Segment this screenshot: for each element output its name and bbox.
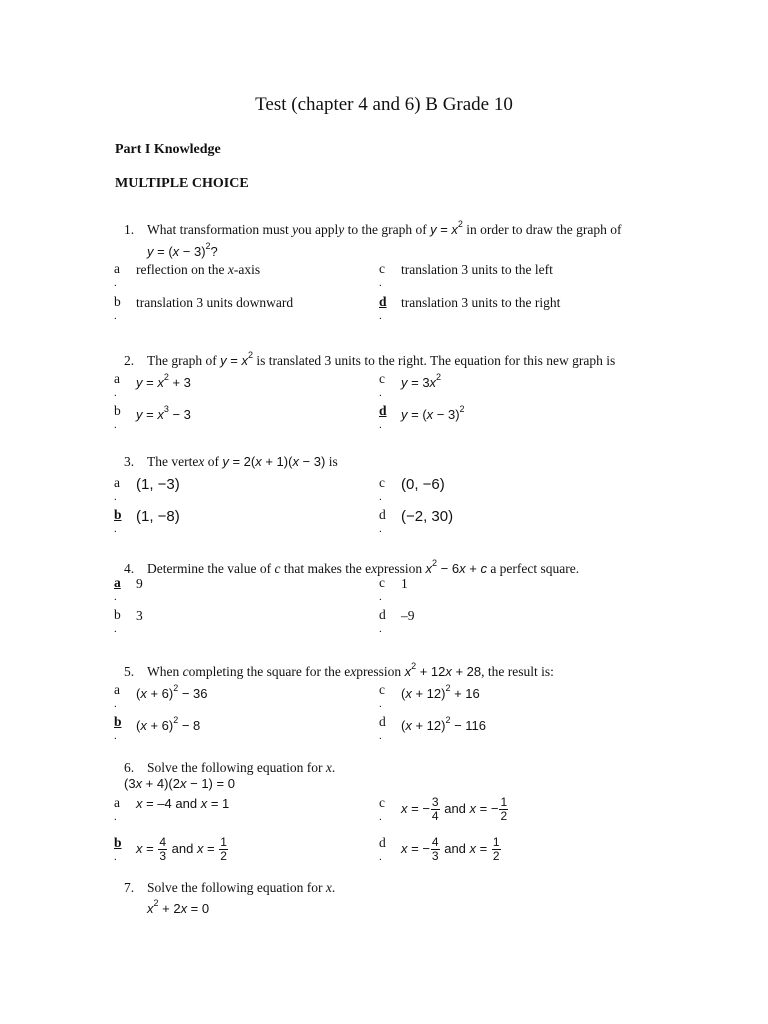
question-stem	[124, 454, 338, 470]
page-title: Test (chapter 4 and 6) B Grade 10	[255, 94, 513, 115]
option-a: x = –4 and x = 1	[136, 796, 230, 811]
question-number: 3.	[124, 454, 135, 469]
question-text: The graph of	[147, 353, 217, 368]
option-label-b: b .	[114, 835, 122, 863]
option-b: $(x + 6)^2 - 8$	[136, 715, 201, 733]
question-expression: $y = x^2$	[430, 219, 463, 237]
option-label-b: b .	[114, 507, 122, 535]
question-expression: $y = x^2$	[220, 350, 253, 368]
option-c: $(x + 12)^2 + 16$	[401, 683, 480, 701]
option-label-b: b .	[114, 607, 121, 635]
question-text: Solve the following equation for x.	[147, 880, 336, 895]
option-b: x = $\frac{4}{3}$ and x = $\frac{1}{2}$	[136, 835, 227, 863]
option-label-d: d .	[379, 294, 387, 322]
option-d: $y = (x - 3)^2$	[401, 404, 465, 422]
question-text: Solve the following equation for x.	[147, 760, 336, 775]
question-number: 2.	[124, 353, 135, 368]
option-c: x = − $\frac{3}{4}$ and x = − $\frac{1}{2}$	[401, 795, 508, 823]
question-number: 5.	[124, 664, 135, 679]
question-text-end: in order to draw the graph of	[462, 222, 622, 237]
option-label-a: a .	[114, 795, 120, 823]
option-c: translation 3 units to the left	[401, 262, 553, 277]
question-number: 4.	[124, 561, 135, 576]
option-label-a: a .	[114, 682, 120, 710]
question-text-end: a perfect square.	[486, 561, 580, 576]
option-d: (−2, 30)	[401, 508, 454, 525]
option-label-c: c .	[379, 475, 385, 503]
option-label-b: b .	[114, 294, 121, 322]
option-b: (1, −8)	[136, 508, 180, 525]
option-label-c: c .	[379, 795, 385, 823]
question-text-end: is	[325, 454, 338, 469]
option-label-d: d .	[379, 403, 387, 431]
option-label-d: d .	[379, 835, 386, 863]
question-expression: $x^2 + 12x + 28$	[404, 661, 482, 679]
option-label-b: b .	[114, 403, 121, 431]
option-label-d: d .	[379, 507, 386, 535]
question-text: When completing the square for the expression	[147, 664, 402, 679]
question-expression-line2: $y = (x - 3)^2$?	[147, 241, 218, 259]
option-label-d: d .	[379, 714, 386, 742]
question-stem	[124, 661, 554, 680]
question-stem	[124, 219, 622, 238]
option-label-a: a .	[114, 475, 120, 503]
question-text: What transformation must you apply to the graph of	[147, 222, 427, 237]
option-label-c: c .	[379, 575, 385, 603]
option-b: 3	[136, 608, 143, 623]
question-number: 7.	[124, 880, 135, 895]
question-stem	[124, 760, 335, 776]
option-label-a: a .	[114, 371, 120, 399]
option-d: $(x + 12)^2 - 116$	[401, 715, 487, 733]
option-c: (0, −6)	[401, 476, 445, 493]
option-c: $y = 3x^2$	[401, 372, 442, 390]
option-a: $(x + 6)^2 - 36$	[136, 683, 208, 701]
option-b: translation 3 units downward	[136, 295, 294, 310]
option-label-a: a .	[114, 261, 120, 289]
option-c: 1	[401, 576, 408, 591]
question-expression: $x^2 - 6x + c$	[425, 558, 487, 576]
option-d: –9	[401, 608, 415, 623]
option-label-d: d .	[379, 607, 386, 635]
option-label-c: c .	[379, 682, 385, 710]
part-heading: Part I Knowledge	[115, 142, 221, 157]
question-number: 1.	[124, 222, 135, 237]
option-a: 9	[136, 576, 143, 591]
question-number: 6.	[124, 760, 135, 775]
option-label-a: a .	[114, 575, 121, 603]
option-d: x = − $\frac{4}{3}$ and x = $\frac{1}{2}$	[401, 835, 500, 863]
option-b: $y = x^3 - 3$	[136, 404, 191, 422]
option-a: $y = x^2 + 3$	[136, 372, 191, 390]
question-stem	[124, 558, 579, 577]
option-a: reflection on the x-axis	[136, 262, 261, 277]
question-text-end: is translated 3 units to the right. The equation for this new graph is	[252, 353, 616, 368]
question-stem	[124, 880, 335, 896]
question-text: The vertex of	[147, 454, 219, 469]
question-text-end: , the result is:	[481, 664, 554, 679]
option-label-c: c .	[379, 261, 385, 289]
option-label-b: b .	[114, 714, 122, 742]
question-equation: (3x + 4)(2x − 1) = 0	[124, 776, 235, 791]
question-text: Determine the value of c that makes the expression	[147, 561, 423, 576]
question-stem	[124, 350, 615, 369]
option-d: translation 3 units to the right	[401, 295, 561, 310]
question-equation: $x^2 + 2x = 0$	[147, 898, 210, 916]
section-heading: MULTIPLE CHOICE	[115, 176, 249, 191]
option-label-c: c .	[379, 371, 385, 399]
question-expression: y = 2(x + 1)(x − 3)	[222, 454, 326, 469]
option-a: (1, −3)	[136, 476, 180, 493]
